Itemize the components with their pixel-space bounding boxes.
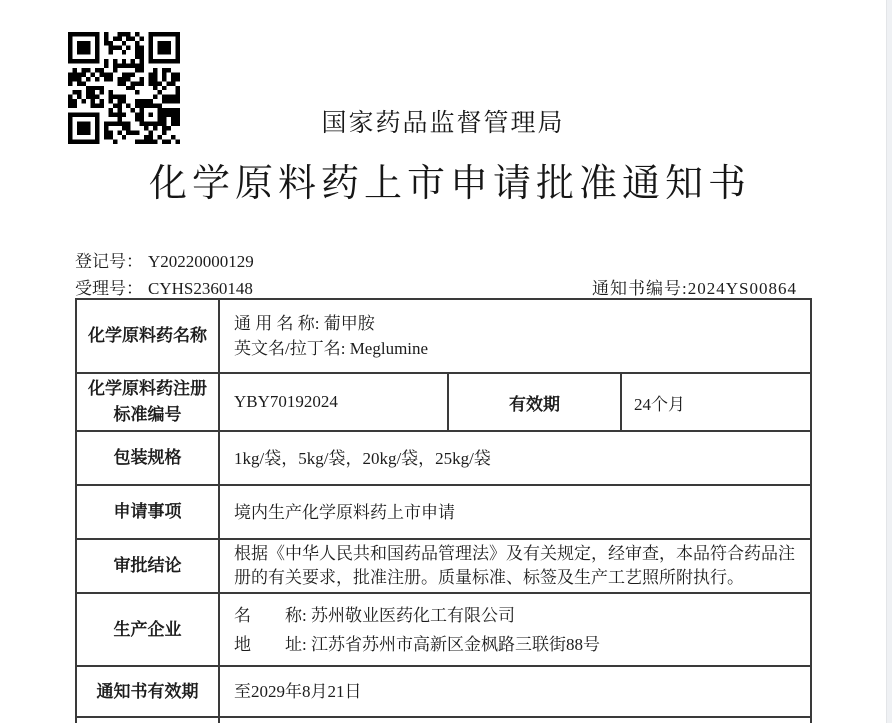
row-drug-name bbox=[77, 300, 810, 372]
drug-name-label: 化学原料药名称 bbox=[77, 300, 220, 372]
validity-label: 有效期 bbox=[449, 374, 622, 430]
row-application bbox=[77, 484, 810, 538]
application-value: 境内生产化学原料药上市申请 bbox=[234, 502, 455, 522]
validity-value: 24个月 bbox=[634, 394, 685, 414]
drug-name-cell bbox=[220, 300, 810, 372]
acceptance-value: CYHS2360148 bbox=[148, 279, 253, 298]
conclusion-label: 审批结论 bbox=[77, 540, 220, 592]
row-conclusion bbox=[77, 538, 810, 592]
registration-label: 登记号： bbox=[75, 252, 143, 271]
standard-number-label: 化学原料药注册 标准编号 bbox=[77, 374, 220, 430]
english-name-line: 英文名/拉丁名: Meglumine bbox=[234, 339, 429, 358]
notice-validity-value: 至2029年8月21日 bbox=[234, 682, 362, 701]
page-edge bbox=[886, 0, 892, 723]
notice-number-label: 通知书编号: bbox=[592, 279, 688, 298]
manufacturer-address-line: 地 址: 江苏省苏州市高新区金枫路三联街88号 bbox=[234, 634, 600, 654]
registration-number bbox=[75, 248, 812, 275]
application-label: 申请事项 bbox=[77, 486, 220, 538]
notice-number-value: 2024YS00864 bbox=[687, 279, 797, 298]
manufacturer-label: 生产企业 bbox=[77, 594, 220, 665]
registration-value: Y20220000129 bbox=[148, 252, 254, 271]
acceptance-label: 受理号： bbox=[75, 279, 143, 298]
packaging-label: 包装规格 bbox=[77, 432, 220, 484]
packaging-value: 1kg/袋，5kg/袋，20kg/袋，25kg/袋 bbox=[234, 448, 491, 468]
document-meta bbox=[75, 248, 812, 302]
agency-name: 国家药品监督管理局 bbox=[321, 109, 565, 137]
row-next-partial bbox=[77, 716, 810, 723]
manufacturer-name-line: 名 称: 苏州敬业医药化工有限公司 bbox=[234, 605, 515, 625]
standard-number-value: YBY70192024 bbox=[220, 374, 449, 430]
row-manufacturer bbox=[77, 592, 810, 665]
row-packaging bbox=[77, 430, 810, 484]
conclusion-value: 根据《中华人民共和国药品管理法》及有关规定，经审查，本品符合药品注册的有关要求，批准注册。质量标准、标签及生产工艺照所附执行。 bbox=[234, 544, 795, 587]
generic-name-line: 通 用 名 称: 葡甲胺 bbox=[234, 314, 375, 333]
notice-validity-label: 通知书有效期 bbox=[77, 667, 220, 716]
row-standard-number bbox=[77, 372, 810, 430]
approval-table bbox=[75, 298, 812, 723]
row-notice-validity bbox=[77, 665, 810, 716]
document-title: 化学原料药上市申请批准通知书 bbox=[148, 163, 751, 205]
manufacturer-cell bbox=[220, 594, 810, 665]
